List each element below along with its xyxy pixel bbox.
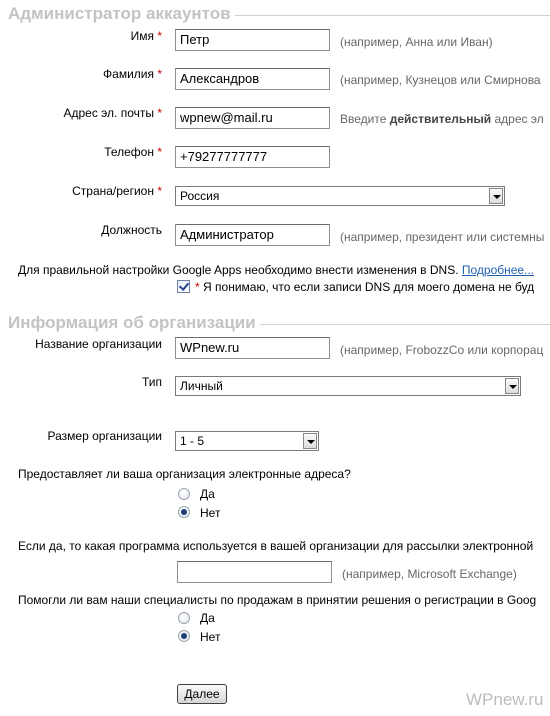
provides-email-yes-radio[interactable] — [178, 488, 190, 500]
dns-notice: Для правильной настройки Google Apps необходимо внести изменения в DNS. Подробнее... — [18, 263, 535, 277]
org-size-select[interactable] — [175, 431, 319, 451]
required-mark: * — [157, 29, 162, 43]
provides-email-no-radio[interactable] — [178, 506, 190, 518]
mail-program-question: Если да, то какая программа используется в вашей организации для рассылки электронной — [18, 539, 534, 553]
chevron-down-icon[interactable] — [505, 378, 519, 394]
sales-help-yes-label: Да — [200, 611, 215, 625]
required-mark: * — [157, 184, 162, 198]
org-name-label: Название организации — [35, 337, 162, 351]
chevron-down-icon[interactable] — [489, 188, 503, 204]
position-label: Должность — [101, 223, 162, 237]
org-size-select-value: 1 - 5 — [180, 434, 205, 448]
watermark: WPnew.ru — [466, 690, 544, 709]
org-name-input[interactable]: WPnew.ru — [175, 337, 330, 359]
sales-help-yes-radio[interactable] — [178, 612, 190, 624]
last-name-input[interactable]: Александров — [175, 68, 330, 90]
org-size-label: Размер организации — [47, 429, 162, 443]
sales-help-no-label: Нет — [200, 630, 221, 644]
phone-input[interactable]: +79277777777 — [175, 146, 330, 168]
provides-email-question: Предоставляет ли ваша организация электронные адреса? — [18, 467, 351, 481]
dns-consent-label: * Я понимаю, что если записи DNS для моего домена не буд — [195, 280, 535, 294]
first-name-hint: (например, Анна или Иван) — [340, 35, 493, 49]
sales-help-no-radio[interactable] — [178, 630, 190, 642]
org-type-select[interactable] — [175, 376, 521, 396]
sales-help-question: Помогли ли вам наши специалисты по продажам в принятии решения о регистрации в Goog — [18, 593, 537, 607]
required-mark: * — [157, 145, 162, 159]
last-name-label: Фамилия * — [103, 67, 162, 81]
mail-program-hint: (например, Microsoft Exchange) — [342, 567, 517, 581]
provides-email-yes-label: Да — [200, 487, 215, 501]
country-label: Страна/регион * — [72, 184, 162, 198]
position-input[interactable]: Администратор — [175, 224, 330, 246]
required-mark: * — [157, 106, 162, 120]
required-mark: * — [195, 280, 200, 294]
next-button[interactable]: Далее — [177, 684, 227, 704]
email-label: Адрес эл. почты * — [63, 106, 162, 120]
country-select-value: Россия — [180, 189, 220, 203]
dns-consent-checkbox[interactable] — [177, 280, 190, 293]
dns-more-link[interactable]: Подробнее... — [461, 263, 535, 277]
last-name-hint: (например, Кузнецов или Смирнова — [340, 73, 541, 87]
phone-label: Телефон * — [104, 145, 162, 159]
first-name-label: Имя * — [130, 29, 162, 43]
provides-email-no-label: Нет — [200, 506, 221, 520]
section-title-organization: Информация об организации — [8, 313, 260, 333]
chevron-down-icon[interactable] — [303, 433, 317, 449]
section-title-account: Администратор аккаунтов — [8, 4, 235, 24]
email-input[interactable]: wpnew@mail.ru — [175, 107, 330, 129]
org-name-hint: (например, FrobozzCo или корпорац — [340, 343, 544, 357]
email-hint: Введите действительный адрес эл — [340, 112, 544, 126]
org-type-label: Тип — [141, 375, 162, 389]
position-hint: (например, президент или системны — [340, 230, 545, 244]
org-type-select-value: Личный — [180, 379, 223, 393]
mail-program-input[interactable] — [177, 561, 332, 583]
first-name-input[interactable]: Петр — [175, 29, 330, 51]
country-select[interactable] — [175, 186, 505, 206]
required-mark: * — [157, 67, 162, 81]
